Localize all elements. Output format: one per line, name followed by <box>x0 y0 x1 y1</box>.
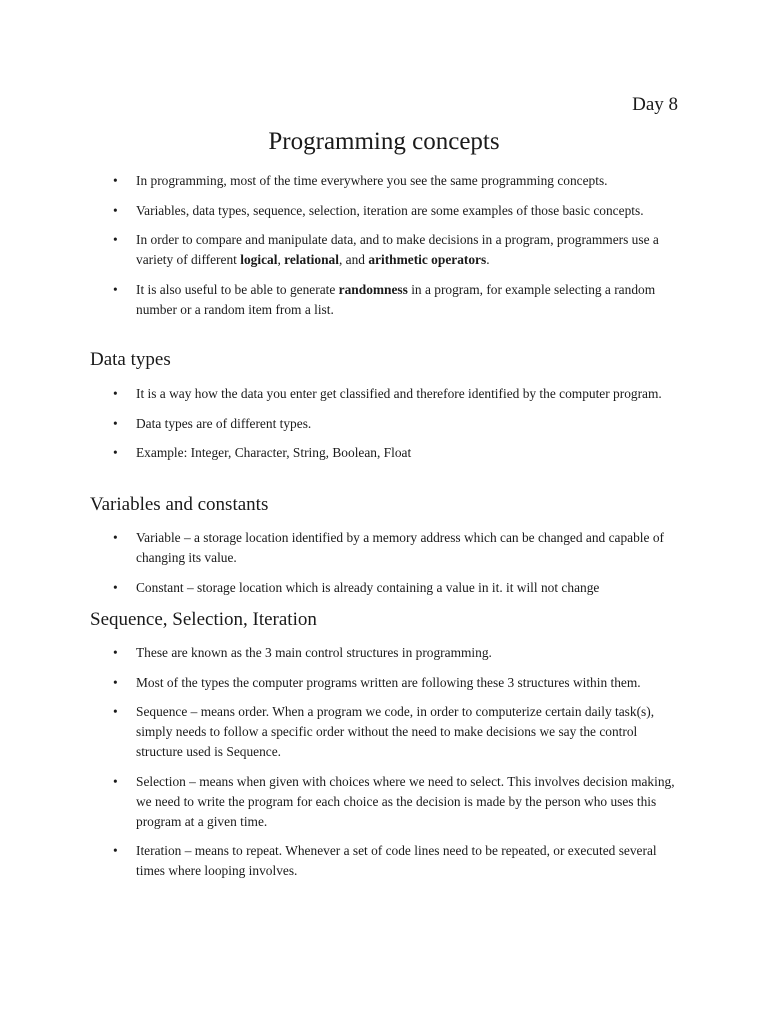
bullet-marker: • <box>113 445 118 460</box>
bullet-marker: • <box>113 674 118 690</box>
control-bullet-4 <box>0 772 768 832</box>
bullet-marker: • <box>113 281 118 297</box>
control-structures-bullet-list <box>0 643 768 891</box>
control-bullet-5 <box>0 841 768 881</box>
bullet-text: It is also useful to be able to generate <box>136 281 339 297</box>
section-heading-data-types: Data types <box>90 349 171 370</box>
variables-bullet-2 <box>0 578 768 598</box>
bullet-marker: • <box>113 645 118 660</box>
bullet-marker: • <box>113 704 118 719</box>
data-types-bullet-1 <box>0 384 768 404</box>
control-bullet-2 <box>0 673 768 693</box>
bullet-text: , and <box>338 252 369 267</box>
bullet-text: , <box>277 252 285 267</box>
bold-term-logical: logical <box>240 252 278 267</box>
bullet-text: Data types are of different types. <box>136 415 312 431</box>
section-heading-control-structures: Sequence, Selection, Iteration <box>90 609 317 630</box>
bullet-text: In programming, most of the time everywhere you see the same programming concepts. <box>136 173 608 188</box>
bullet-text: Most of the types the computer programs written are following these 3 structures within them. <box>136 674 641 690</box>
bullet-marker: • <box>113 843 118 858</box>
variables-bullet-list <box>0 528 768 607</box>
bullet-text: Variables, data types, sequence, selection, iteration are some examples of those basic concepts. <box>136 202 644 218</box>
bullet-text: in a program, for example selecting a random number or a random item from a list. <box>136 281 656 317</box>
variables-bullet-1 <box>0 528 768 568</box>
control-bullet-3 <box>0 702 768 762</box>
data-types-bullet-3 <box>0 443 768 463</box>
bullet-text: . <box>486 252 490 267</box>
data-types-bullet-2 <box>0 414 768 434</box>
bullet-marker: • <box>113 386 118 401</box>
bold-term-relational: relational <box>284 252 339 267</box>
bold-term-randomness: randomness <box>338 281 408 297</box>
bullet-text: In order to compare and manipulate data, and to make decisions in a program, programmers use a variety of different <box>136 232 659 267</box>
section-heading-variables-and-constants: Variables and constants <box>90 494 269 515</box>
bullet-text: Constant – storage location which is already containing a value in it. it will not change <box>136 579 600 595</box>
bullet-marker: • <box>113 202 118 218</box>
bullet-text: Selection – means when given with choices where we need to select. This involves decision making, we need to write the program for each choice as the decision is made by the person who uses this program at a given time. <box>136 773 675 829</box>
bullet-marker: • <box>113 232 118 247</box>
bullet-text: It is a way how the data you enter get classified and therefore identified by the computer program. <box>136 386 662 401</box>
bold-term-arithmetic-operators: arithmetic operators <box>368 252 487 267</box>
intro-bullet-3 <box>0 230 768 270</box>
bullet-text: Sequence – means order. When a program we code, in order to computerize certain daily task(s), simply needs to follow a specific order without the need to make decisions we say the control structure used is Sequence. <box>136 704 655 759</box>
bullet-marker: • <box>113 530 118 545</box>
bullet-marker: • <box>113 415 118 431</box>
data-types-bullet-list <box>0 384 768 473</box>
bullet-marker: • <box>113 173 118 188</box>
intro-bullet-1 <box>0 171 768 191</box>
bullet-marker: • <box>113 773 118 789</box>
bullet-text: Iteration – means to repeat. Whenever a set of code lines need to be repeated, or executed several times where looping involves. <box>136 843 657 878</box>
bullet-text: Example: Integer, Character, String, Boolean, Float <box>136 445 412 460</box>
intro-bullet-4 <box>0 280 768 320</box>
page-title: Programming concepts <box>268 128 500 155</box>
bullet-marker: • <box>113 579 118 595</box>
control-bullet-1 <box>0 643 768 663</box>
bullet-text: Variable – a storage location identified by a memory address which can be changed and capable of changing its value. <box>136 530 664 565</box>
intro-bullet-list <box>0 171 768 329</box>
intro-bullet-2 <box>0 201 768 221</box>
day-label: Day 8 <box>632 94 678 115</box>
bullet-text: These are known as the 3 main control structures in programming. <box>136 645 492 660</box>
